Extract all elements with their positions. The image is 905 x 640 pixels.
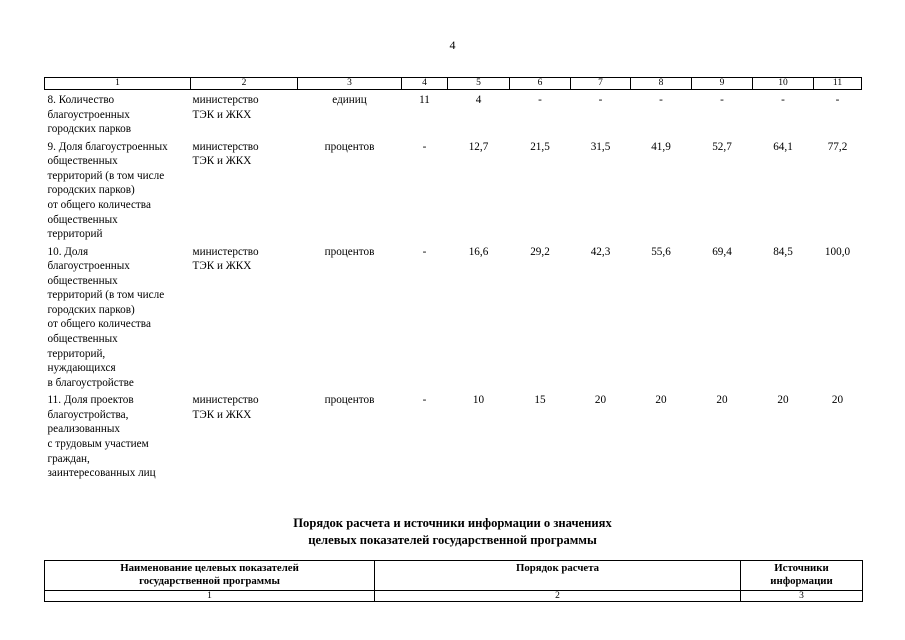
indicator-value: 20 xyxy=(777,394,789,407)
indicator-name: 9. Доля благоустроенных общественных территорий (в том числе городских парков) от общего количества общественных территорий xyxy=(47,140,168,241)
indicator-value: 20 xyxy=(594,394,607,407)
column-number: 10 xyxy=(753,78,814,90)
column-number-row xyxy=(45,78,862,90)
indicator-value: 20 xyxy=(831,394,844,407)
column-number: 6 xyxy=(510,78,571,90)
indicator-value: - xyxy=(659,94,663,106)
column-number: 3 xyxy=(298,78,402,90)
indicator-value: 21,5 xyxy=(530,140,550,153)
column-number: 1 xyxy=(45,591,375,602)
indicator-value: - xyxy=(720,94,724,106)
indicator-value: - xyxy=(781,94,785,106)
column-number-row xyxy=(45,591,863,602)
indicator-value: - xyxy=(422,245,427,258)
indicator-value: 100,0 xyxy=(824,245,851,258)
table-row xyxy=(45,242,862,391)
indicator-value: 20 xyxy=(655,394,667,407)
table-row xyxy=(45,90,862,137)
column-number: 11 xyxy=(814,78,862,90)
indicator-value: 29,2 xyxy=(530,245,550,258)
unit-of-measure: процентов xyxy=(324,245,375,258)
indicator-value: - xyxy=(835,94,840,106)
indicators-table xyxy=(44,77,862,481)
indicator-value: 4 xyxy=(475,94,482,106)
unit-of-measure: процентов xyxy=(324,394,375,407)
header-calculation-method: Порядок расчета xyxy=(375,561,741,591)
indicator-name: 10. Доля благоустроенных общественных территорий (в том числе городских парков) от общего количества общественных территорий, нуждающихся в благоустройстве xyxy=(47,245,165,389)
column-number: 7 xyxy=(571,78,631,90)
indicator-value: 64,1 xyxy=(773,140,793,153)
indicator-value: 55,6 xyxy=(651,245,671,258)
column-number: 3 xyxy=(741,591,863,602)
column-number: 2 xyxy=(191,78,298,90)
unit-of-measure: единиц xyxy=(332,94,367,106)
indicator-value: - xyxy=(422,394,427,407)
unit-of-measure: процентов xyxy=(324,140,375,153)
section-title: Порядок расчета и источники информации о значениях целевых показателей государственной программы xyxy=(293,516,612,547)
indicator-value: - xyxy=(598,94,603,106)
header-information-sources: Источники информации xyxy=(741,561,863,591)
indicator-name: 11. Доля проектов благоустройства, реализованных с трудовым участием граждан, заинтересованных лиц xyxy=(47,394,156,480)
responsible-body: министерство ТЭК и ЖКХ xyxy=(192,94,259,121)
responsible-body: министерство ТЭК и ЖКХ xyxy=(192,140,259,168)
column-number: 1 xyxy=(45,78,191,90)
indicator-value: 52,7 xyxy=(712,140,732,153)
indicator-value: - xyxy=(422,140,427,153)
calculation-header-row xyxy=(45,561,863,591)
indicator-value: 20 xyxy=(716,394,728,407)
indicator-value: 31,5 xyxy=(590,140,611,153)
calculation-table xyxy=(44,560,863,602)
indicator-value: 69,4 xyxy=(712,245,732,258)
indicator-value: 12,7 xyxy=(468,140,489,153)
indicator-value: 42,3 xyxy=(590,245,611,258)
responsible-body: министерство ТЭК и ЖКХ xyxy=(192,245,259,273)
indicator-value: 16,6 xyxy=(468,245,489,258)
column-number: 5 xyxy=(448,78,510,90)
table-row xyxy=(45,390,862,480)
indicator-value: 10 xyxy=(472,394,485,407)
indicator-value: 84,5 xyxy=(773,245,793,258)
indicator-value: 41,9 xyxy=(651,140,671,153)
indicator-value: 11 xyxy=(419,94,430,106)
indicator-name: 8. Количество благоустроенных городских парков xyxy=(47,94,132,136)
header-indicator-name: Наименование целевых показателей государственной программы xyxy=(45,561,375,591)
column-number: 9 xyxy=(692,78,753,90)
column-number: 2 xyxy=(375,591,741,602)
table-row xyxy=(45,137,862,242)
column-number: 4 xyxy=(402,78,448,90)
indicator-value: - xyxy=(538,94,542,106)
page-number: 4 xyxy=(449,38,456,52)
indicator-value: 15 xyxy=(534,394,546,407)
indicator-value: 77,2 xyxy=(827,140,848,153)
responsible-body: министерство ТЭК и ЖКХ xyxy=(192,394,259,421)
column-number: 8 xyxy=(631,78,692,90)
